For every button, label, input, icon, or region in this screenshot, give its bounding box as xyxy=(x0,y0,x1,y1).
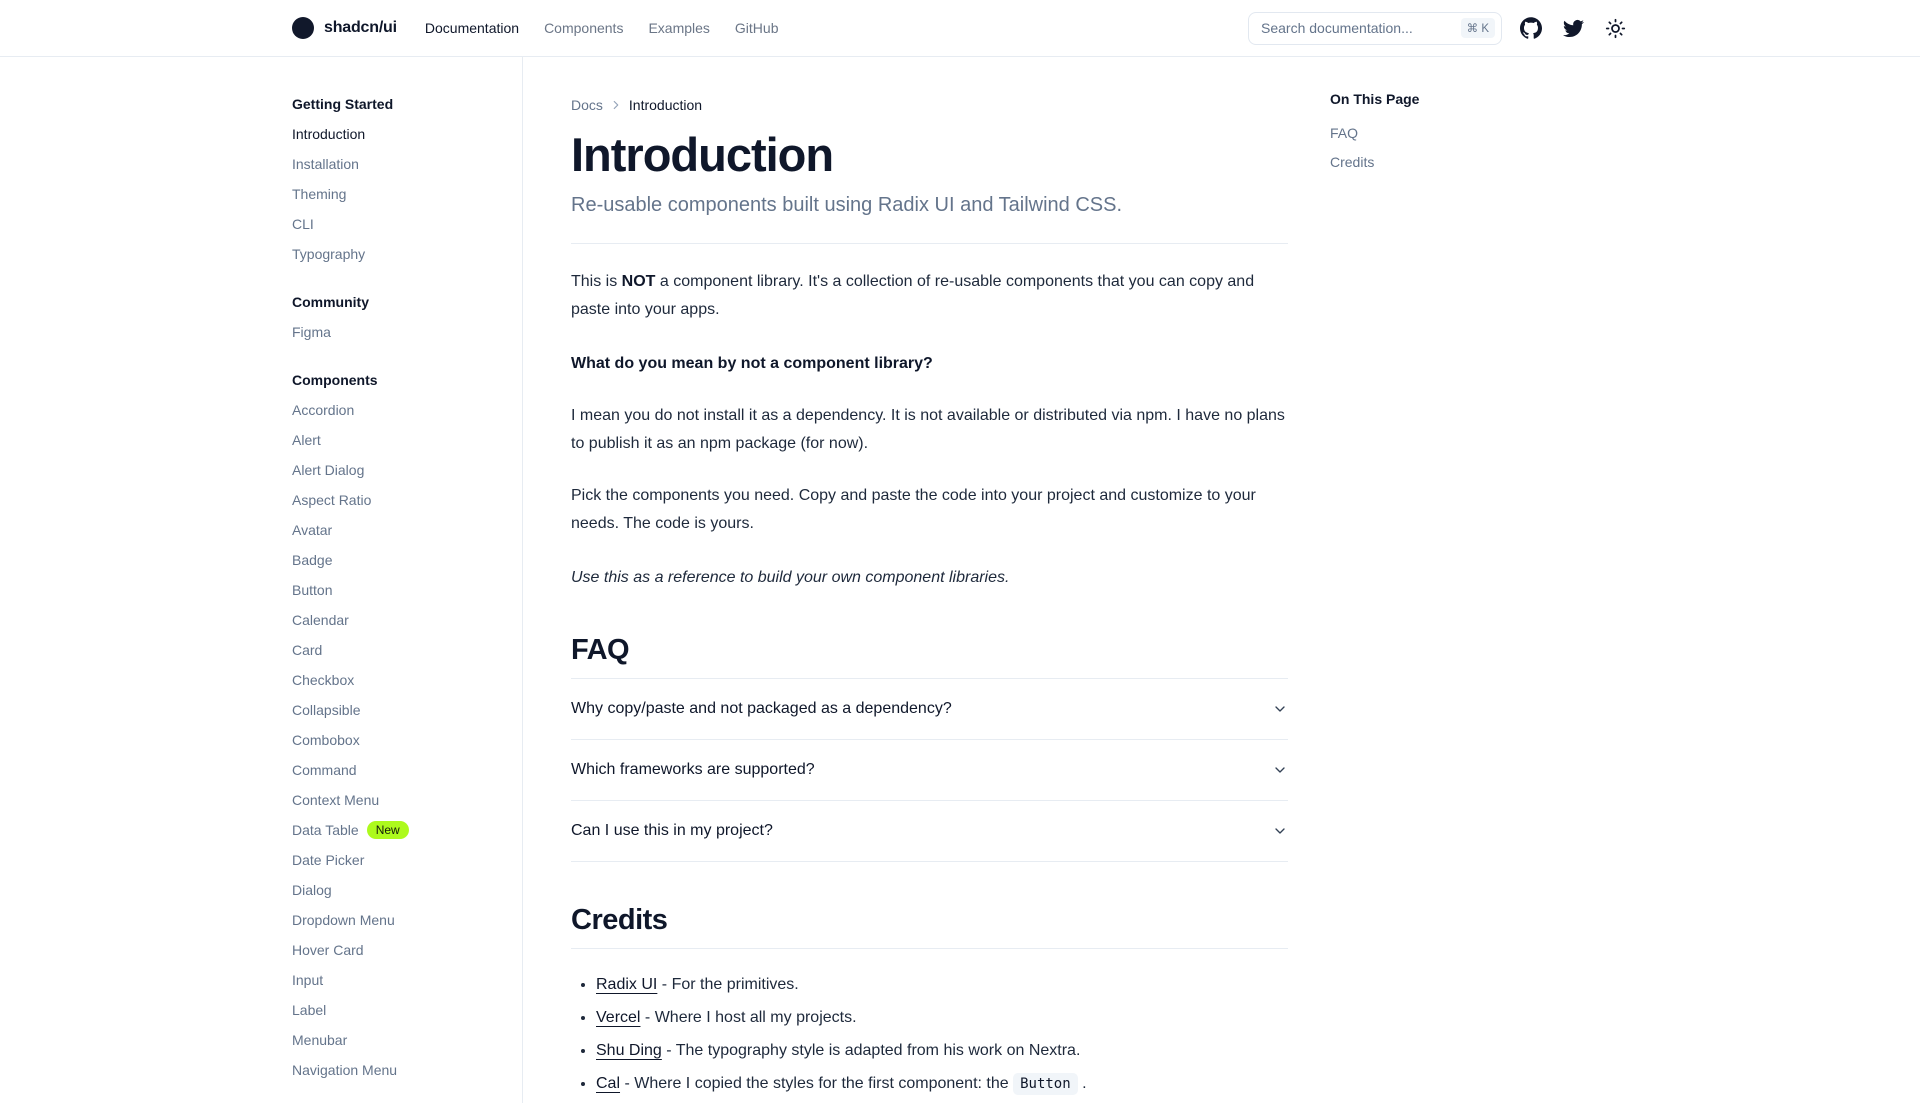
divider xyxy=(571,243,1288,244)
twitter-icon[interactable] xyxy=(1560,15,1586,41)
search-input[interactable] xyxy=(1261,20,1461,36)
toc-link-faq[interactable]: FAQ xyxy=(1330,125,1359,141)
reference-note: Use this as a reference to build your own component libraries. xyxy=(571,569,1010,586)
cal-link[interactable]: Cal xyxy=(596,1075,621,1092)
credits-heading: Credits xyxy=(571,904,1288,949)
sidebar-item-menubar[interactable]: Menubar xyxy=(292,1032,348,1048)
sidebar-item-context-menu[interactable]: Context Menu xyxy=(292,792,380,808)
sidebar-item-dialog[interactable]: Dialog xyxy=(292,882,332,898)
breadcrumb-docs-link[interactable]: Docs xyxy=(571,97,603,113)
sidebar-item-button[interactable]: Button xyxy=(292,582,333,598)
toc-title: On This Page xyxy=(1330,91,1420,107)
faq-accordion-item-2[interactable]: Which frameworks are supported? xyxy=(571,740,1288,801)
sidebar-item-accordion[interactable]: Accordion xyxy=(292,402,355,418)
button-code-chip: Button xyxy=(1013,1073,1078,1095)
credit-item-shu-ding: • Shu Ding - The typography style is adapted from his work on Nextra. xyxy=(596,1037,1288,1065)
credit-item-radix: • Radix UI - For the primitives. xyxy=(596,971,1288,999)
nav-link-documentation[interactable]: Documentation xyxy=(424,20,520,36)
paragraph: I mean you do not install it as a dependency. It is not available or distributed via npm. I have no plans to publish it as an npm package (for now). xyxy=(571,407,1285,452)
page-title: Introduction xyxy=(571,128,834,181)
sidebar-section-community: Community xyxy=(292,294,369,310)
main-content xyxy=(523,57,1330,1103)
sidebar-item-introduction[interactable]: Introduction xyxy=(292,126,366,142)
docs-sidebar xyxy=(292,57,523,1103)
credit-item-cal: • Cal - Where I copied the styles for the first component: the Button . xyxy=(596,1070,1288,1098)
on-this-page-panel xyxy=(1330,57,1628,1103)
sidebar-item-hover-card[interactable]: Hover Card xyxy=(292,942,364,958)
sidebar-item-aspect-ratio[interactable]: Aspect Ratio xyxy=(292,492,372,508)
shu-ding-link[interactable]: Shu Ding xyxy=(596,1042,662,1059)
sidebar-item-cli[interactable]: CLI xyxy=(292,216,314,232)
toc-link-credits[interactable]: Credits xyxy=(1330,154,1375,170)
new-badge: New xyxy=(367,821,409,839)
faq-accordion-item-3[interactable]: Can I use this in my project? xyxy=(571,801,1288,862)
page-subtitle: Re-usable components built using Radix UI and Tailwind CSS. xyxy=(571,194,1123,216)
sidebar-section-components: Components xyxy=(292,372,378,388)
brand-logo[interactable] xyxy=(292,17,397,39)
sidebar-item-typography[interactable]: Typography xyxy=(292,246,366,262)
radix-ui-link[interactable]: Radix UI xyxy=(596,976,658,993)
sidebar-item-alert[interactable]: Alert xyxy=(292,432,321,448)
sidebar-item-checkbox[interactable]: Checkbox xyxy=(292,672,355,688)
sidebar-item-combobox[interactable]: Combobox xyxy=(292,732,360,748)
chevron-down-icon xyxy=(1272,762,1288,778)
nav-link-examples[interactable]: Examples xyxy=(648,20,710,36)
sidebar-item-avatar[interactable]: Avatar xyxy=(292,522,333,538)
sidebar-item-theming[interactable]: Theming xyxy=(292,186,347,202)
vercel-link[interactable]: Vercel xyxy=(596,1009,641,1026)
chevron-right-icon xyxy=(609,98,623,112)
chevron-down-icon xyxy=(1272,823,1288,839)
sun-icon[interactable] xyxy=(1602,15,1628,41)
sidebar-item-card[interactable]: Card xyxy=(292,642,323,658)
sidebar-item-command[interactable]: Command xyxy=(292,762,357,778)
sidebar-item-figma[interactable]: Figma xyxy=(292,324,331,340)
sidebar-item-dropdown-menu[interactable]: Dropdown Menu xyxy=(292,912,395,928)
credit-item-vercel: • Vercel - Where I host all my projects. xyxy=(596,1004,1288,1032)
brand-name: shadcn/ui xyxy=(324,19,397,36)
breadcrumb-current: Introduction xyxy=(628,97,703,113)
primary-nav xyxy=(425,20,779,36)
question-heading: What do you mean by not a component library? xyxy=(571,355,933,372)
sidebar-item-calendar[interactable]: Calendar xyxy=(292,612,349,628)
breadcrumb xyxy=(571,97,1288,113)
sidebar-item-collapsible[interactable]: Collapsible xyxy=(292,702,361,718)
sidebar-item-input[interactable]: Input xyxy=(292,972,324,988)
faq-heading: FAQ xyxy=(571,634,1288,679)
nav-link-components[interactable]: Components xyxy=(544,20,624,36)
credits-list xyxy=(571,971,1288,1098)
intro-paragraph: This is NOT a component library. It's a collection of re-usable components that you can copy and paste into your apps. xyxy=(571,273,1255,318)
sidebar-item-alert-dialog[interactable]: Alert Dialog xyxy=(292,462,365,478)
sidebar-section-getting-started: Getting Started xyxy=(292,96,394,112)
brand-logo-icon xyxy=(292,17,314,39)
sidebar-item-installation[interactable]: Installation xyxy=(292,156,359,172)
nav-link-github[interactable]: GitHub xyxy=(734,20,779,36)
top-navbar xyxy=(0,0,1920,57)
search-box[interactable] xyxy=(1248,12,1502,45)
faq-accordion-item-1[interactable]: Why copy/paste and not packaged as a dependency? xyxy=(571,679,1288,740)
sidebar-item-date-picker[interactable]: Date Picker xyxy=(292,852,365,868)
github-icon[interactable] xyxy=(1518,15,1544,41)
paragraph: Pick the components you need. Copy and paste the code into your project and customize to your needs. The code is yours. xyxy=(571,487,1256,532)
sidebar-item-label[interactable]: Label xyxy=(292,1002,327,1018)
sidebar-item-data-table[interactable]: Data Table New xyxy=(292,815,522,845)
sidebar-item-navigation-menu[interactable]: Navigation Menu xyxy=(292,1062,398,1078)
chevron-down-icon xyxy=(1272,701,1288,717)
search-kbd-shortcut: ⌘ K xyxy=(1461,18,1495,38)
sidebar-item-badge[interactable]: Badge xyxy=(292,552,333,568)
